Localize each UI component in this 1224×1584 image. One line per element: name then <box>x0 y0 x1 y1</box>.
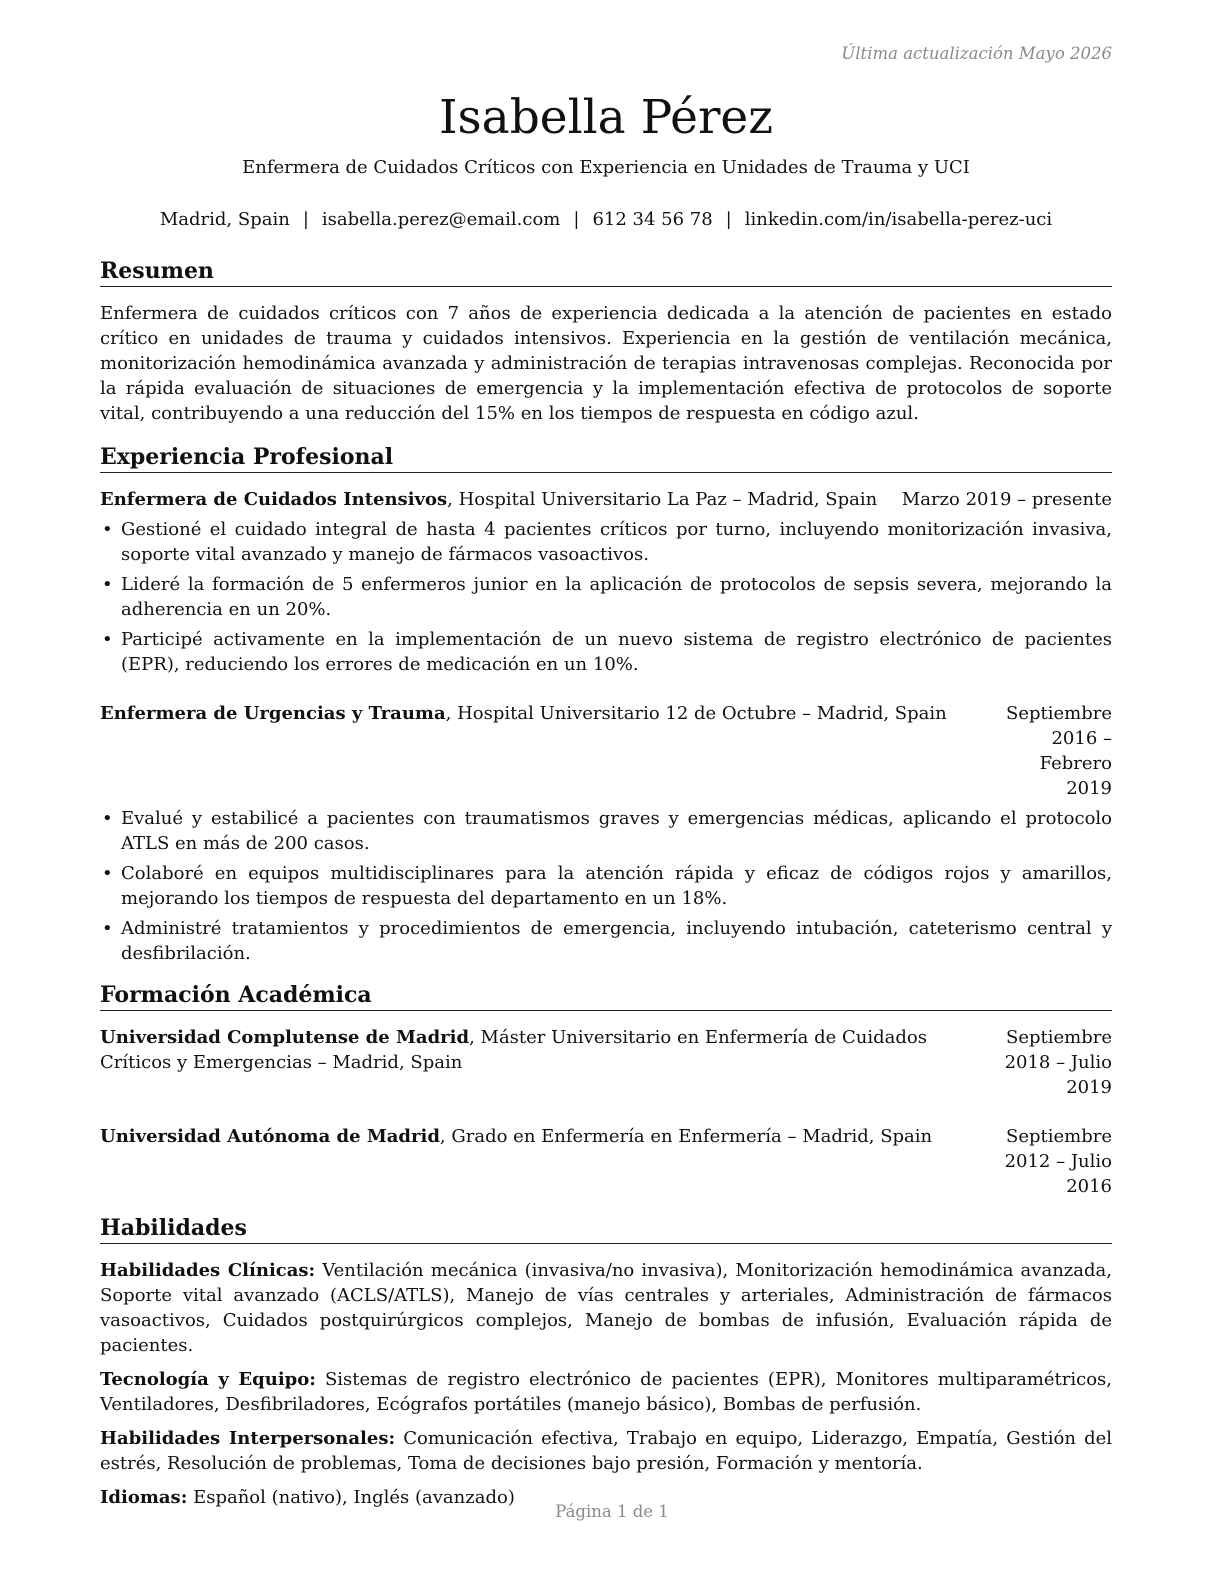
education-dates: Septiembre 2012 – Julio 2016 <box>1004 1126 1112 1197</box>
job-entry <box>100 701 1112 966</box>
job-dates: Septiembre 2016 – Febrero 2019 <box>1006 703 1112 799</box>
education-school: Universidad Complutense de Madrid <box>100 1027 470 1048</box>
skill-group <box>100 1258 1112 1358</box>
contact-line <box>100 208 1112 232</box>
job-header <box>100 701 1112 801</box>
education-school: Universidad Autónoma de Madrid <box>100 1126 440 1147</box>
resume-page <box>100 0 1112 1519</box>
section-title-skills: Habilidades <box>100 1215 1112 1244</box>
skill-group-label: Tecnología y Equipo: <box>100 1369 316 1390</box>
education-degree: , Grado en Enfermería en Enfermería – Madrid, Spain <box>439 1126 933 1147</box>
skill-group-text: Comunicación efectiva, Trabajo en equipo, Liderazgo, Empatía, Gestión del estrés, Resolución de problemas, Toma de decisiones bajo presión, Formación y mentoría. <box>100 1428 1112 1474</box>
education-degree: , Máster Universitario en Enfermería de Cuidados Críticos y Emergencias – Madrid, Spain <box>100 1027 927 1073</box>
contact-email[interactable]: isabella.perez@email.com <box>321 209 561 230</box>
job-dates: Marzo 2019 – presente <box>901 489 1112 510</box>
job-bullet: • Colaboré en equipos multidisciplinares para la atención rápida y eficaz de códigos rojos y amarillos, mejorando los tiempos de respuesta del departamento en un 18%. <box>100 861 1112 911</box>
education-dates: Septiembre 2018 – Julio 2019 <box>1004 1027 1112 1098</box>
job-organization: , Hospital Universitario 12 de Octubre – Madrid, Spain <box>445 703 947 724</box>
job-entry <box>100 487 1112 677</box>
job-bullets <box>100 517 1112 677</box>
job-role: Enfermera de Urgencias y Trauma <box>100 703 446 724</box>
job-bullet: • Gestioné el cuidado integral de hasta 4 pacientes críticos por turno, incluyendo monitorización invasiva, soporte vital avanzado y manejo de fármacos vasoactivos. <box>100 517 1112 567</box>
skill-group <box>100 1426 1112 1476</box>
skill-group-label: Habilidades Interpersonales: <box>100 1428 396 1449</box>
job-header <box>100 487 1112 512</box>
section-title-education: Formación Académica <box>100 982 1112 1011</box>
education-entry <box>100 1025 1112 1100</box>
job-bullet: • Administré tratamientos y procedimientos de emergencia, incluyendo intubación, cateterismo central y desfibrilación. <box>100 916 1112 966</box>
contact-phone: 612 34 56 78 <box>592 209 713 230</box>
contact-location: Madrid, Spain <box>159 209 290 230</box>
last-updated: Última actualización Mayo 2026 <box>841 44 1112 63</box>
job-role: Enfermera de Cuidados Intensivos <box>100 489 448 510</box>
skill-group-text: Ventilación mecánica (invasiva/no invasiva), Monitorización hemodinámica avanzada, Soporte vital avanzado (ACLS/ATLS), Manejo de vías centrales y arteriales, Administración de fármacos vasoactivos, Cuidados postquirúrgicos complejos, Manejo de bombas de infusión, Evaluación rápida de pacientes. <box>100 1260 1112 1356</box>
page-number: Página 1 de 1 <box>555 1502 669 1521</box>
skills-section <box>100 1215 1112 1510</box>
job-bullet: • Participé activamente en la implementación de un nuevo sistema de registro electrónico de pacientes (EPR), reduciendo los errores de medicación en un 10%. <box>100 627 1112 677</box>
skill-group-text: Sistemas de registro electrónico de pacientes (EPR), Monitores multiparamétricos, Ventiladores, Desfibriladores, Ecógrafos portátiles (manejo básico), Bombas de perfusión. <box>100 1369 1112 1415</box>
skill-group-label: Habilidades Clínicas: <box>100 1260 316 1281</box>
contact-separator: | <box>725 209 732 230</box>
candidate-name: Isabella Pérez <box>438 90 773 145</box>
contact-separator: | <box>573 209 580 230</box>
headline: Enfermera de Cuidados Críticos con Experiencia en Unidades de Trauma y UCI <box>242 157 970 178</box>
job-bullet: • Lideré la formación de 5 enfermeros junior en la aplicación de protocolos de sepsis severa, mejorando la adherencia en un 20%. <box>100 572 1112 622</box>
summary-text: Enfermera de cuidados críticos con 7 años de experiencia dedicada a la atención de pacientes en estado crítico en unidades de trauma y cuidados intensivos. Experiencia en la gestión de ventilación mecánica, monitorización hemodinámica avanzada y administración de terapias intravenosas complejas. Reconocida por la rápida evaluación de situaciones de emergencia y la implementación efectiva de protocolos de soporte vital, contribuyendo a una reducción del 15% en los tiempos de respuesta en código azul. <box>100 303 1112 424</box>
contact-separator: | <box>302 209 309 230</box>
job-bullet: • Evalué y estabilicé a pacientes con traumatismos graves y emergencias médicas, aplicando el protocolo ATLS en más de 200 casos. <box>100 806 1112 856</box>
experience-section <box>100 444 1112 966</box>
education-section <box>100 982 1112 1199</box>
job-bullets <box>100 806 1112 966</box>
section-title-summary: Resumen <box>100 258 1112 287</box>
skill-group-text: Español (nativo), Inglés (avanzado) <box>187 1487 515 1508</box>
section-title-experience: Experiencia Profesional <box>100 444 1112 473</box>
skill-group <box>100 1367 1112 1417</box>
skill-group-label: Idiomas: <box>100 1487 188 1508</box>
job-organization: , Hospital Universitario La Paz – Madrid, Spain <box>447 489 878 510</box>
contact-linkedin[interactable]: linkedin.com/in/isabella-perez-uci <box>744 209 1053 230</box>
summary-section <box>100 258 1112 426</box>
education-entry <box>100 1124 1112 1199</box>
